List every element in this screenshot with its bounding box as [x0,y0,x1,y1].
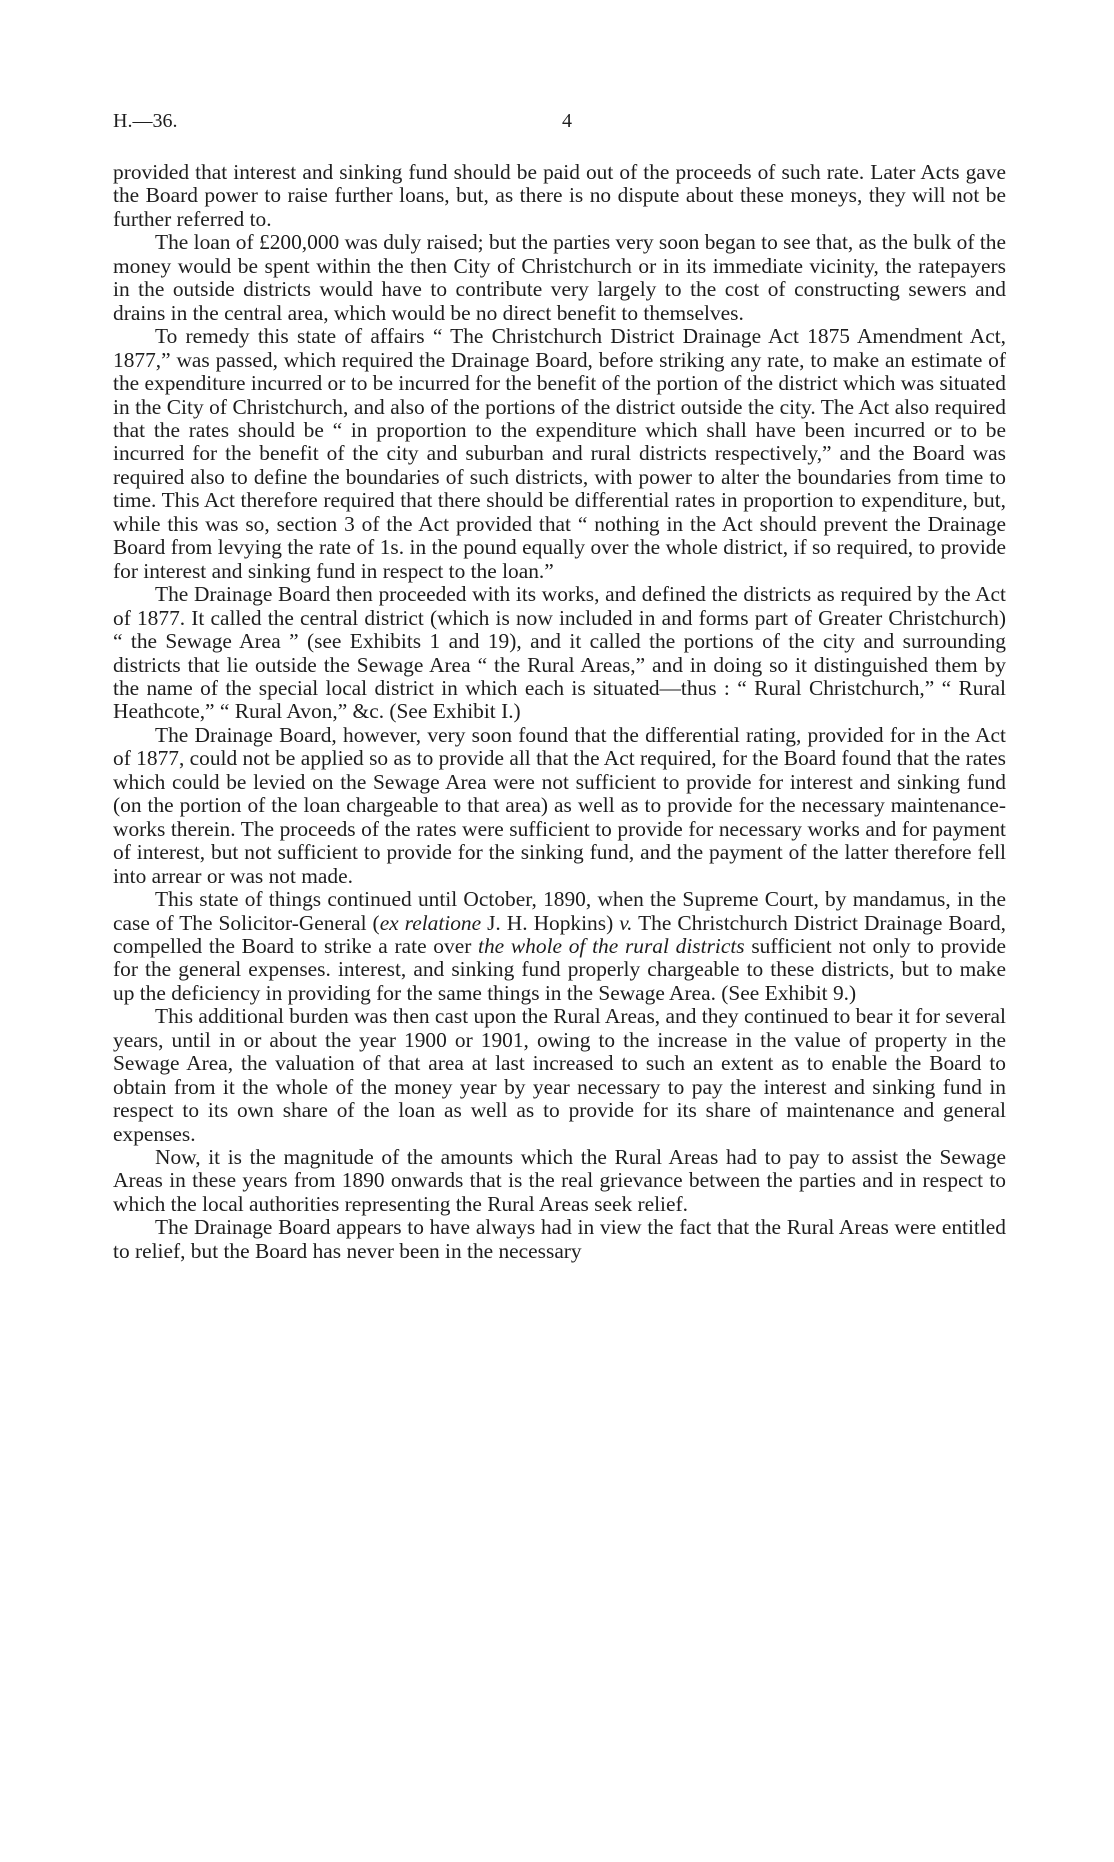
paragraph [113,325,1006,583]
text-run: sufficient not only to provide for the general expenses. interest, and sinking fund properly chargeable to these districts, but to make up the deficiency in providing for the same things in the Sewage Area. (See Exhibit 9.) [113,933,1006,1005]
italic-text: the whole of the rural districts [478,933,745,958]
paragraph [113,1005,1006,1146]
paragraph [113,231,1006,325]
text-run: To remedy this state of affairs “ The Christchurch District Drainage Act 1875 Amendment Act, 1877,” was passed, which required the Drainage Board, before striking any rate, to make an estimate of the expenditure incurred or to be incurred for the benefit of the portion of the district which was situated in the City of Christchurch, and also of the portions of the district outside the city. The Act also required that the rates should be “ in proportion to the expenditure which shall have been incurred or to be incurred for the benefit of the city and suburban and rural districts respectively,” and the Board was required also to define the boundaries of such districts, with power to alter the boundaries from time to time. This Act therefore required that there should be differential rates in proportion to expenditure, but, while this was so, section 3 of the Act provided that “ nothing in the Act should prevent the Drainage Board from levying the rate of 1s. in the pound equally over the whole district, if so required, to provide for interest and sinking fund in respect to the loan.” [113,324,1006,583]
body-text [113,161,1006,1263]
text-run: The Christchurch District Drainage Board, compelled the Board to strike a rate over [113,910,1006,958]
text-run: provided that interest and sinking fund should be paid out of the proceeds of such rate. Later Acts gave the Board power to raise further loans, but, as there is no dispute about these moneys, they will not be further referred to. [113,160,1006,231]
text-run: This additional burden was then cast upon the Rural Areas, and they continued to bear it for several years, until in or about the year 1900 or 1901, owing to the increase in the value of property in the Sewage Area, the valuation of that area at last increased to such an extent as to enable the Board to obtain from it the whole of the money year by year necessary to pay the interest and sinking fund in respect to its own share of the loan as well as to provide for its share of maintenance and general expenses. [113,1004,1006,1146]
text-run: The Drainage Board then proceeded with its works, and defined the districts as required by the Act of 1877. It called the central district (which is now included in and forms part of Greater Christchurch) “ the Sewage Area ” (see Exhibits 1 and 19), and it called the portions of the city and surrounding districts that lie outside the Sewage Area “ the Rural Areas,” and in doing so it distinguished them by the name of the special local district in which each is situated—thus : “ Rural Christchurch,” “ Rural Heathcote,” “ Rural Avon,” &c. (See Exhibit I.) [113,582,1006,724]
italic-text: ex relatione [379,910,482,935]
page-header [113,110,1006,142]
paragraph [113,1146,1006,1216]
text-run: The loan of £200,000 was duly raised; but the parties very soon began to see that, as the bulk of the money would be spent within the then City of Christchurch or in its immediate vicinity, the ratepayers in the outside districts would have to contribute very largely to the cost of constructing sewers and drains in the central area, which would be no direct benefit to themselves. [113,230,1006,325]
document-reference: H.—36. [113,110,178,132]
paragraph [113,724,1006,888]
text-run: This state of things continued until October, 1890, when the Supreme Court, by mandamus, in the case of The Solicitor-General ( [113,887,1006,935]
paragraph [113,1216,1006,1263]
italic-text: v. [619,910,633,935]
text-run: The Drainage Board appears to have always had in view the fact that the Rural Areas were entitled to relief, but the Board has never been in the necessary [113,1215,1006,1263]
paragraph [113,888,1006,1005]
text-run: J. H. Hopkins) [481,910,620,935]
page-number: 4 [562,110,572,132]
paragraph [113,161,1006,231]
paragraph [113,583,1006,724]
text-run: Now, it is the magnitude of the amounts which the Rural Areas had to pay to assist the Sewage Areas in these years from 1890 onwards that is the real grievance between the parties and in respect to which the local authorities representing the Rural Areas seek relief. [113,1145,1006,1216]
text-run: The Drainage Board, however, very soon found that the differential rating, provided for in the Act of 1877, could not be applied so as to provide all that the Act required, for the Board found that the rates which could be levied on the Sewage Area were not sufficient to provide for interest and sinking fund (on the portion of the loan chargeable to that area) as well as to provide for the necessary maintenance-works therein. The proceeds of the rates were sufficient to provide for necessary works and for payment of interest, but not sufficient to provide for the sinking fund, and the payment of the latter therefore fell into arrear or was not made. [113,722,1006,888]
